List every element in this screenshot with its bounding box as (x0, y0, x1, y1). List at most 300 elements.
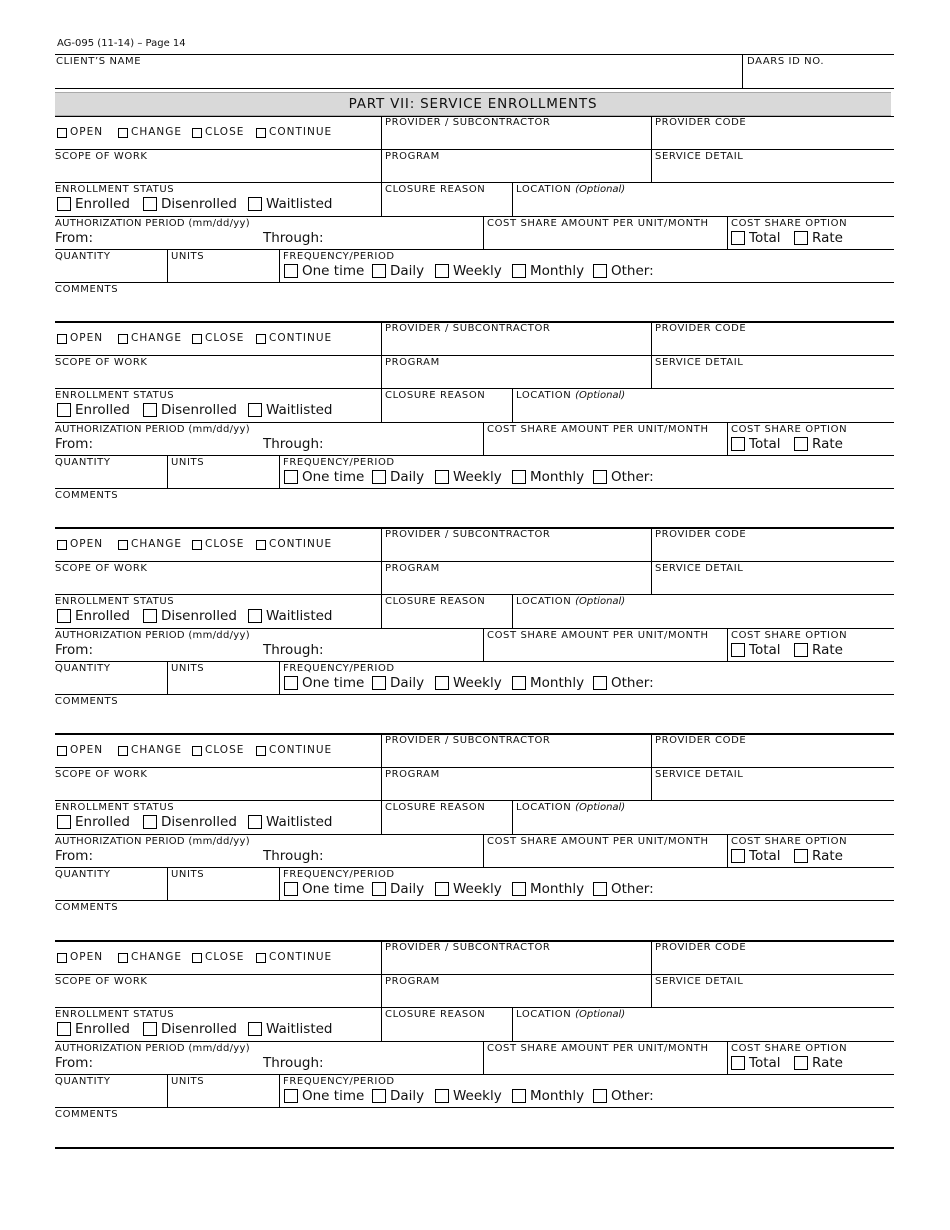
close-label: CLOSE (205, 538, 245, 550)
through-date-field[interactable] (322, 230, 480, 247)
change-label: CHANGE (131, 126, 183, 138)
client-name-label: CLIENT’S NAME (56, 56, 142, 67)
open-checkbox[interactable] (57, 953, 67, 963)
cost-share-option-label: COST SHARE OPTION (731, 218, 848, 229)
total-checkbox[interactable] (731, 437, 745, 451)
monthly-label: Monthly (530, 675, 585, 691)
program-field[interactable] (386, 781, 648, 798)
closure-reason-field[interactable] (386, 1022, 509, 1039)
monthly-label: Monthly (530, 469, 585, 485)
daily-checkbox[interactable] (372, 264, 386, 278)
scope-of-work-label: SCOPE OF WORK (55, 976, 148, 987)
closure-reason-label: CLOSURE REASON (385, 184, 486, 195)
monthly-label: Monthly (530, 881, 585, 897)
daars-id-field[interactable] (748, 68, 890, 86)
continue-label: CONTINUE (269, 951, 333, 963)
closure-reason-field[interactable] (386, 403, 509, 420)
units-field[interactable] (172, 676, 276, 692)
service-detail-field[interactable] (656, 369, 890, 386)
provider-code-field[interactable] (656, 748, 890, 765)
open-label: OPEN (70, 332, 104, 344)
cost-share-amount-field[interactable] (488, 642, 724, 659)
waitlisted-checkbox[interactable] (248, 815, 262, 829)
rate-label: Rate (812, 436, 843, 452)
location-field[interactable] (517, 1022, 890, 1039)
cost-share-option-label: COST SHARE OPTION (731, 1043, 848, 1054)
continue-checkbox[interactable] (256, 746, 266, 756)
rate-label: Rate (812, 1055, 843, 1071)
units-label: UNITS (171, 1076, 205, 1087)
authorization-period-label: AUTHORIZATION PERIOD (mm/dd/yy) (55, 630, 250, 641)
disenrolled-checkbox[interactable] (143, 197, 157, 211)
waitlisted-label: Waitlisted (266, 196, 333, 212)
total-label: Total (749, 230, 781, 246)
closure-reason-field[interactable] (386, 197, 509, 214)
frequency-period-label: FREQUENCY/PERIOD (283, 663, 395, 674)
program-field[interactable] (386, 163, 648, 180)
enrollment-status-label: ENROLLMENT STATUS (55, 184, 175, 195)
quantity-label: QUANTITY (55, 457, 111, 468)
other-checkbox[interactable] (593, 264, 607, 278)
service-detail-label: SERVICE DETAIL (655, 563, 744, 574)
provider-code-label: PROVIDER CODE (655, 529, 747, 540)
authorization-period-label: AUTHORIZATION PERIOD (mm/dd/yy) (55, 424, 250, 435)
program-field[interactable] (386, 988, 648, 1005)
waitlisted-checkbox[interactable] (248, 403, 262, 417)
from-date-field[interactable] (96, 848, 256, 865)
total-label: Total (749, 436, 781, 452)
weekly-checkbox[interactable] (435, 470, 449, 484)
cost-share-amount-field[interactable] (488, 1055, 724, 1072)
enrolled-label: Enrolled (75, 1021, 130, 1037)
through-label: Through: (263, 848, 324, 864)
location-label: LOCATION (Optional) (516, 802, 626, 813)
waitlisted-label: Waitlisted (266, 608, 333, 624)
close-label: CLOSE (205, 126, 245, 138)
cost-share-amount-label: COST SHARE AMOUNT PER UNIT/MONTH (487, 836, 709, 847)
open-checkbox[interactable] (57, 128, 67, 138)
from-label: From: (55, 230, 93, 246)
continue-label: CONTINUE (269, 744, 333, 756)
close-label: CLOSE (205, 744, 245, 756)
daily-checkbox[interactable] (372, 882, 386, 896)
units-field[interactable] (172, 264, 276, 280)
form-id: AG-095 (11-14) – Page 14 (57, 38, 186, 49)
through-label: Through: (263, 642, 324, 658)
cost-share-amount-label: COST SHARE AMOUNT PER UNIT/MONTH (487, 424, 709, 435)
rate-label: Rate (812, 230, 843, 246)
enrollment-status-label: ENROLLMENT STATUS (55, 802, 175, 813)
weekly-checkbox[interactable] (435, 676, 449, 690)
client-name-field[interactable] (60, 68, 740, 86)
weekly-label: Weekly (453, 469, 502, 485)
from-date-field[interactable] (96, 230, 256, 247)
through-label: Through: (263, 436, 324, 452)
other-checkbox[interactable] (593, 676, 607, 690)
through-label: Through: (263, 1055, 324, 1071)
one-time-checkbox[interactable] (284, 676, 298, 690)
one-time-label: One time (302, 881, 365, 897)
from-label: From: (55, 436, 93, 452)
scope-of-work-label: SCOPE OF WORK (55, 563, 148, 574)
comments-label: COMMENTS (55, 284, 119, 295)
open-label: OPEN (70, 538, 104, 550)
provider-code-label: PROVIDER CODE (655, 942, 747, 953)
program-label: PROGRAM (385, 151, 440, 162)
weekly-label: Weekly (453, 263, 502, 279)
other-field[interactable] (656, 264, 890, 280)
daily-checkbox[interactable] (372, 676, 386, 690)
disenrolled-checkbox[interactable] (143, 609, 157, 623)
one-time-label: One time (302, 675, 365, 691)
continue-checkbox[interactable] (256, 540, 266, 550)
cost-share-amount-field[interactable] (488, 436, 724, 453)
other-field[interactable] (656, 470, 890, 486)
other-field[interactable] (656, 1089, 890, 1105)
program-label: PROGRAM (385, 357, 440, 368)
weekly-checkbox[interactable] (435, 1089, 449, 1103)
comments-field[interactable] (56, 709, 890, 725)
quantity-label: QUANTITY (55, 251, 111, 262)
disenrolled-label: Disenrolled (161, 608, 237, 624)
page-bottom-rule (55, 1147, 894, 1149)
service-detail-field[interactable] (656, 575, 890, 592)
quantity-field[interactable] (56, 676, 164, 692)
continue-label: CONTINUE (269, 538, 333, 550)
close-label: CLOSE (205, 951, 245, 963)
closure-reason-field[interactable] (386, 815, 509, 832)
continue-checkbox[interactable] (256, 953, 266, 963)
enrolled-checkbox[interactable] (57, 609, 71, 623)
units-field[interactable] (172, 1089, 276, 1105)
from-label: From: (55, 642, 93, 658)
authorization-period-label: AUTHORIZATION PERIOD (mm/dd/yy) (55, 1043, 250, 1054)
close-checkbox[interactable] (192, 334, 202, 344)
authorization-period-label: AUTHORIZATION PERIOD (mm/dd/yy) (55, 836, 250, 847)
provider-subcontractor-label: PROVIDER / SUBCONTRACTOR (385, 529, 551, 540)
comments-field[interactable] (56, 915, 890, 931)
program-label: PROGRAM (385, 976, 440, 987)
monthly-checkbox[interactable] (512, 882, 526, 896)
enrolled-checkbox[interactable] (57, 403, 71, 417)
total-checkbox[interactable] (731, 643, 745, 657)
disenrolled-label: Disenrolled (161, 814, 237, 830)
close-label: CLOSE (205, 332, 245, 344)
other-label: Other: (611, 675, 654, 691)
quantity-field[interactable] (56, 470, 164, 486)
open-label: OPEN (70, 744, 104, 756)
close-checkbox[interactable] (192, 128, 202, 138)
cost-share-amount-field[interactable] (488, 848, 724, 865)
change-label: CHANGE (131, 951, 183, 963)
units-label: UNITS (171, 869, 205, 880)
enrolled-label: Enrolled (75, 402, 130, 418)
provider-subcontractor-field[interactable] (386, 748, 648, 765)
provider-subcontractor-field[interactable] (386, 955, 648, 972)
quantity-field[interactable] (56, 882, 164, 898)
service-detail-label: SERVICE DETAIL (655, 151, 744, 162)
rate-checkbox[interactable] (794, 437, 808, 451)
daily-checkbox[interactable] (372, 470, 386, 484)
cost-share-option-label: COST SHARE OPTION (731, 424, 848, 435)
disenrolled-checkbox[interactable] (143, 403, 157, 417)
part-banner (55, 92, 891, 116)
disenrolled-label: Disenrolled (161, 1021, 237, 1037)
other-checkbox[interactable] (593, 882, 607, 896)
location-field[interactable] (517, 609, 890, 626)
total-checkbox[interactable] (731, 231, 745, 245)
monthly-checkbox[interactable] (512, 676, 526, 690)
cost-share-amount-field[interactable] (488, 230, 724, 247)
from-label: From: (55, 1055, 93, 1071)
open-label: OPEN (70, 126, 104, 138)
enrollment-status-label: ENROLLMENT STATUS (55, 596, 175, 607)
change-checkbox[interactable] (118, 540, 128, 550)
closure-reason-field[interactable] (386, 609, 509, 626)
waitlisted-checkbox[interactable] (248, 609, 262, 623)
open-checkbox[interactable] (57, 334, 67, 344)
one-time-label: One time (302, 1088, 365, 1104)
rate-checkbox[interactable] (794, 1056, 808, 1070)
rate-label: Rate (812, 848, 843, 864)
quantity-field[interactable] (56, 1089, 164, 1105)
from-date-field[interactable] (96, 1055, 256, 1072)
service-detail-label: SERVICE DETAIL (655, 976, 744, 987)
program-field[interactable] (386, 575, 648, 592)
frequency-period-label: FREQUENCY/PERIOD (283, 1076, 395, 1087)
provider-subcontractor-label: PROVIDER / SUBCONTRACTOR (385, 323, 551, 334)
monthly-checkbox[interactable] (512, 1089, 526, 1103)
frequency-period-label: FREQUENCY/PERIOD (283, 251, 395, 262)
other-field[interactable] (656, 882, 890, 898)
rate-checkbox[interactable] (794, 231, 808, 245)
through-date-field[interactable] (322, 642, 480, 659)
monthly-label: Monthly (530, 263, 585, 279)
change-checkbox[interactable] (118, 128, 128, 138)
cost-share-amount-label: COST SHARE AMOUNT PER UNIT/MONTH (487, 1043, 709, 1054)
units-label: UNITS (171, 251, 205, 262)
weekly-label: Weekly (453, 881, 502, 897)
rate-checkbox[interactable] (794, 849, 808, 863)
change-label: CHANGE (131, 538, 183, 550)
rate-checkbox[interactable] (794, 643, 808, 657)
enrollment-status-label: ENROLLMENT STATUS (55, 1009, 175, 1020)
closure-reason-label: CLOSURE REASON (385, 390, 486, 401)
header-bottom-rule (55, 88, 894, 89)
monthly-checkbox[interactable] (512, 264, 526, 278)
weekly-label: Weekly (453, 1088, 502, 1104)
disenrolled-label: Disenrolled (161, 402, 237, 418)
scope-of-work-label: SCOPE OF WORK (55, 357, 148, 368)
waitlisted-label: Waitlisted (266, 814, 333, 830)
daily-label: Daily (390, 469, 425, 485)
through-date-field[interactable] (322, 436, 480, 453)
quantity-label: QUANTITY (55, 1076, 111, 1087)
provider-subcontractor-label: PROVIDER / SUBCONTRACTOR (385, 942, 551, 953)
enrollment-section-1 (0, 116, 950, 316)
enrolled-label: Enrolled (75, 814, 130, 830)
enrolled-checkbox[interactable] (57, 197, 71, 211)
enrollment-section-5 (0, 941, 950, 1141)
enrollment-section-3 (0, 528, 950, 728)
one-time-label: One time (302, 469, 365, 485)
comments-label: COMMENTS (55, 490, 119, 501)
location-label: LOCATION (Optional) (516, 184, 626, 195)
comments-label: COMMENTS (55, 1109, 119, 1120)
weekly-checkbox[interactable] (435, 264, 449, 278)
other-field[interactable] (656, 676, 890, 692)
scope-of-work-field[interactable] (56, 988, 378, 1005)
cost-share-option-label: COST SHARE OPTION (731, 630, 848, 641)
enrollment-section-4 (0, 734, 950, 934)
provider-code-field[interactable] (656, 130, 890, 147)
comments-field[interactable] (56, 503, 890, 519)
location-label: LOCATION (Optional) (516, 1009, 626, 1020)
total-checkbox[interactable] (731, 1056, 745, 1070)
close-checkbox[interactable] (192, 540, 202, 550)
disenrolled-label: Disenrolled (161, 196, 237, 212)
waitlisted-label: Waitlisted (266, 1021, 333, 1037)
one-time-checkbox[interactable] (284, 882, 298, 896)
daily-label: Daily (390, 263, 425, 279)
scope-of-work-field[interactable] (56, 575, 378, 592)
provider-code-field[interactable] (656, 955, 890, 972)
frequency-period-label: FREQUENCY/PERIOD (283, 457, 395, 468)
program-label: PROGRAM (385, 769, 440, 780)
weekly-label: Weekly (453, 675, 502, 691)
total-checkbox[interactable] (731, 849, 745, 863)
provider-subcontractor-field[interactable] (386, 130, 648, 147)
daily-label: Daily (390, 881, 425, 897)
provider-subcontractor-label: PROVIDER / SUBCONTRACTOR (385, 735, 551, 746)
change-checkbox[interactable] (118, 953, 128, 963)
continue-label: CONTINUE (269, 332, 333, 344)
provider-subcontractor-field[interactable] (386, 336, 648, 353)
waitlisted-checkbox[interactable] (248, 197, 262, 211)
one-time-checkbox[interactable] (284, 470, 298, 484)
quantity-label: QUANTITY (55, 869, 111, 880)
change-checkbox[interactable] (118, 746, 128, 756)
weekly-checkbox[interactable] (435, 882, 449, 896)
open-checkbox[interactable] (57, 746, 67, 756)
scope-of-work-label: SCOPE OF WORK (55, 151, 148, 162)
other-checkbox[interactable] (593, 1089, 607, 1103)
provider-code-field[interactable] (656, 542, 890, 559)
daily-label: Daily (390, 1088, 425, 1104)
comments-field[interactable] (56, 1122, 890, 1138)
continue-checkbox[interactable] (256, 128, 266, 138)
change-label: CHANGE (131, 332, 183, 344)
other-label: Other: (611, 469, 654, 485)
total-label: Total (749, 1055, 781, 1071)
rate-label: Rate (812, 642, 843, 658)
through-date-field[interactable] (322, 848, 480, 865)
disenrolled-checkbox[interactable] (143, 815, 157, 829)
monthly-checkbox[interactable] (512, 470, 526, 484)
through-label: Through: (263, 230, 324, 246)
continue-checkbox[interactable] (256, 334, 266, 344)
comments-label: COMMENTS (55, 696, 119, 707)
open-label: OPEN (70, 951, 104, 963)
daars-id-label: DAARS ID NO. (747, 56, 825, 67)
location-field[interactable] (517, 403, 890, 420)
provider-code-field[interactable] (656, 336, 890, 353)
scope-of-work-field[interactable] (56, 163, 378, 180)
enrolled-checkbox[interactable] (57, 1022, 71, 1036)
quantity-label: QUANTITY (55, 663, 111, 674)
comments-label: COMMENTS (55, 902, 119, 913)
closure-reason-label: CLOSURE REASON (385, 1009, 486, 1020)
service-detail-field[interactable] (656, 163, 890, 180)
enrollment-section-2 (0, 322, 950, 522)
service-detail-field[interactable] (656, 781, 890, 798)
cost-share-amount-label: COST SHARE AMOUNT PER UNIT/MONTH (487, 630, 709, 641)
header-top-rule (55, 54, 894, 55)
close-checkbox[interactable] (192, 746, 202, 756)
open-checkbox[interactable] (57, 540, 67, 550)
frequency-period-label: FREQUENCY/PERIOD (283, 869, 395, 880)
other-label: Other: (611, 881, 654, 897)
waitlisted-label: Waitlisted (266, 402, 333, 418)
quantity-field[interactable] (56, 264, 164, 280)
scope-of-work-label: SCOPE OF WORK (55, 769, 148, 780)
disenrolled-checkbox[interactable] (143, 1022, 157, 1036)
other-label: Other: (611, 263, 654, 279)
program-field[interactable] (386, 369, 648, 386)
provider-code-label: PROVIDER CODE (655, 323, 747, 334)
daily-checkbox[interactable] (372, 1089, 386, 1103)
units-label: UNITS (171, 663, 205, 674)
closure-reason-label: CLOSURE REASON (385, 596, 486, 607)
one-time-label: One time (302, 263, 365, 279)
provider-code-label: PROVIDER CODE (655, 117, 747, 128)
total-label: Total (749, 848, 781, 864)
total-label: Total (749, 642, 781, 658)
close-checkbox[interactable] (192, 953, 202, 963)
units-field[interactable] (172, 882, 276, 898)
one-time-checkbox[interactable] (284, 264, 298, 278)
one-time-checkbox[interactable] (284, 1089, 298, 1103)
monthly-label: Monthly (530, 1088, 585, 1104)
enrolled-label: Enrolled (75, 608, 130, 624)
location-field[interactable] (517, 197, 890, 214)
through-date-field[interactable] (322, 1055, 480, 1072)
provider-subcontractor-field[interactable] (386, 542, 648, 559)
other-label: Other: (611, 1088, 654, 1104)
enrolled-checkbox[interactable] (57, 815, 71, 829)
scope-of-work-field[interactable] (56, 781, 378, 798)
continue-label: CONTINUE (269, 126, 333, 138)
part-title: PART VII: SERVICE ENROLLMENTS (348, 96, 598, 112)
location-label: LOCATION (Optional) (516, 596, 626, 607)
enrollment-status-label: ENROLLMENT STATUS (55, 390, 175, 401)
comments-field[interactable] (56, 297, 890, 313)
location-field[interactable] (517, 815, 890, 832)
change-label: CHANGE (131, 744, 183, 756)
cost-share-option-label: COST SHARE OPTION (731, 836, 848, 847)
waitlisted-checkbox[interactable] (248, 1022, 262, 1036)
other-checkbox[interactable] (593, 470, 607, 484)
cost-share-amount-label: COST SHARE AMOUNT PER UNIT/MONTH (487, 218, 709, 229)
from-date-field[interactable] (96, 642, 256, 659)
daily-label: Daily (390, 675, 425, 691)
scope-of-work-field[interactable] (56, 369, 378, 386)
change-checkbox[interactable] (118, 334, 128, 344)
units-field[interactable] (172, 470, 276, 486)
service-detail-field[interactable] (656, 988, 890, 1005)
from-date-field[interactable] (96, 436, 256, 453)
enrolled-label: Enrolled (75, 196, 130, 212)
